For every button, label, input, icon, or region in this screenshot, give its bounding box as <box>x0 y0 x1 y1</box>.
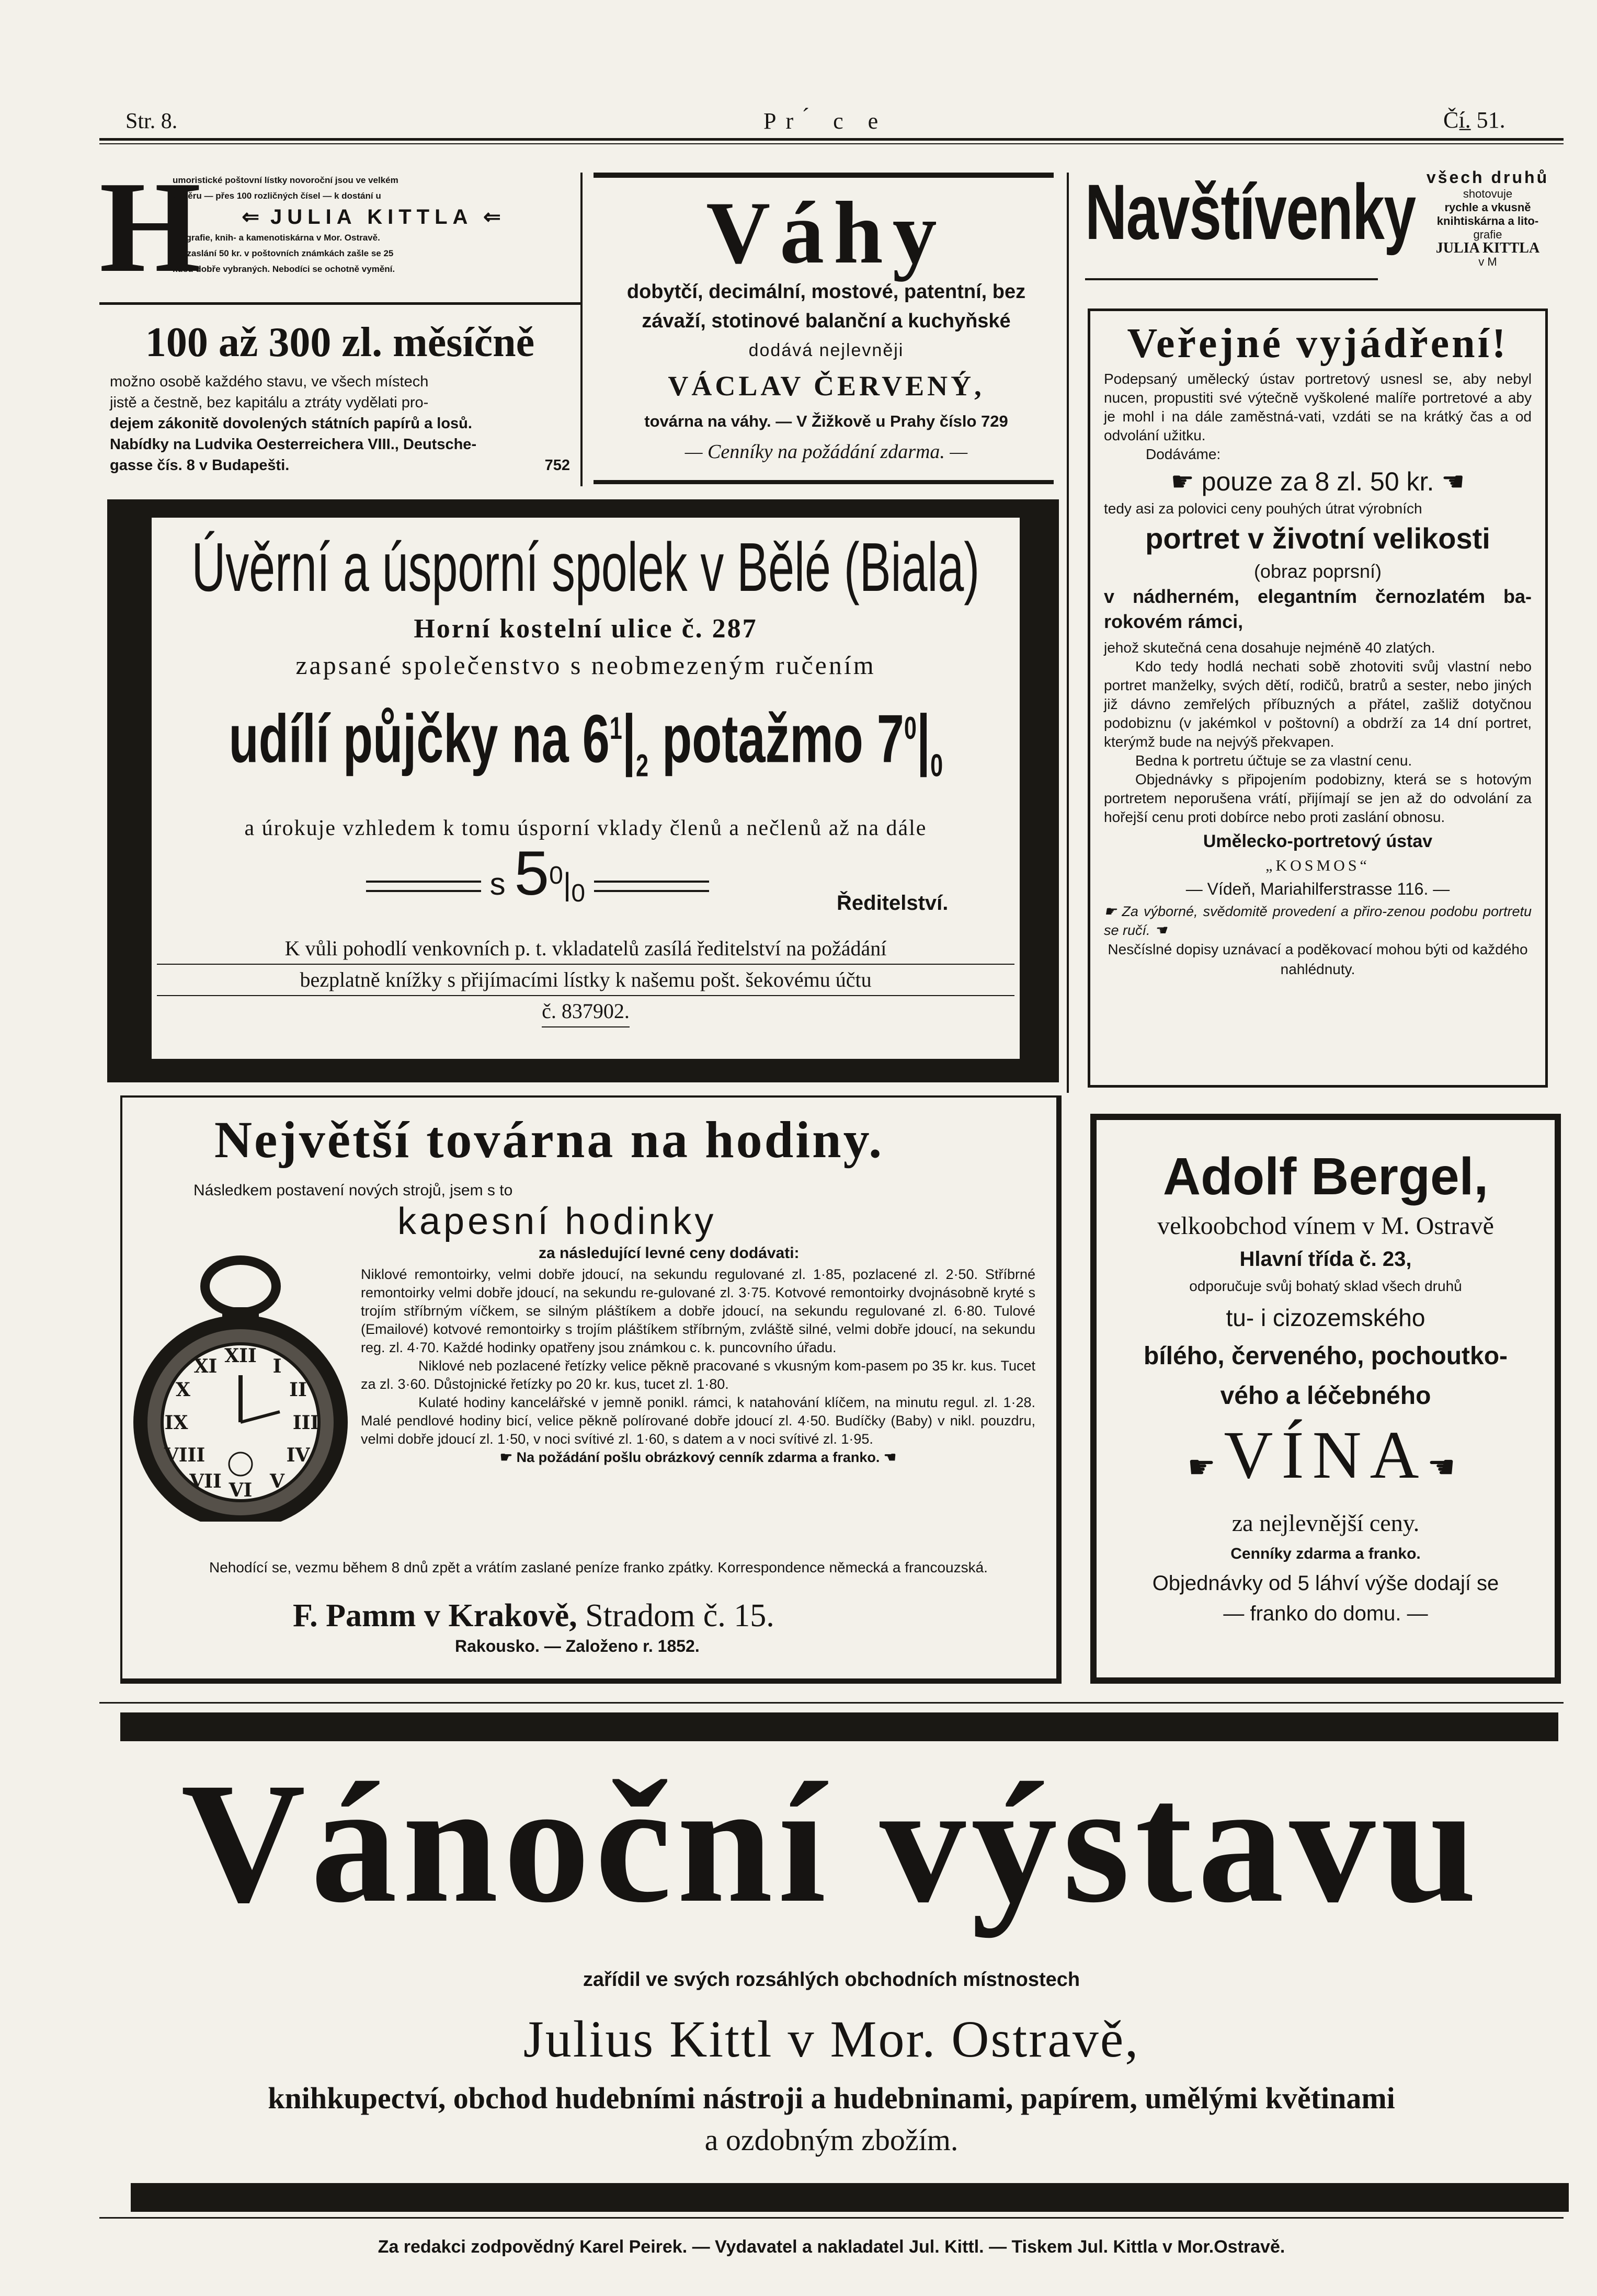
svg-text:VI: VI <box>229 1479 253 1501</box>
pointing-hand-icon: ☚ <box>1427 1450 1464 1484</box>
wine-line: Hlavní třída č. 23, <box>1239 1248 1412 1271</box>
wine-line: Objednávky od 5 láhví výše dodají se <box>1152 1572 1499 1595</box>
newspaper-title: Pr ́ c e <box>763 108 888 134</box>
income-line: gasse čís. 8 v Budapešti. <box>110 457 290 474</box>
income-line: Nabídky na Ludvika Oesterreichera VIII., Deutsche- <box>110 436 477 453</box>
svg-text:V: V <box>270 1470 284 1492</box>
wine-line: tu- i cizozemského <box>1226 1304 1425 1331</box>
bank-bottom: bezplatně knížky s přijímacími lístky k našemu pošt. šekovému účtu <box>157 965 1014 996</box>
cards-side: shotovuje <box>1463 187 1513 200</box>
issue-number: Čí̲. 51. <box>1443 107 1505 133</box>
watches-line: Následkem postavení nových strojů, jsem s to <box>193 1182 513 1199</box>
bank-type: zapsané společenstvo s neobmezeným ručením <box>295 650 876 680</box>
xmas-firm: Julius Kittl v Mor. Ostravě, <box>523 2010 1140 2068</box>
scales-company: VÁCLAV ČERVENÝ, <box>668 370 985 402</box>
xmas-line: a ozdobným zbožím. <box>704 2123 959 2157</box>
cards-headline: Navštívenky <box>1085 168 1416 256</box>
cards-side: knihtiskárna a lito- <box>1436 214 1539 227</box>
postcards-line: umoristické poštovní lístky novoroční jsou ve velkém <box>173 175 398 185</box>
pointing-hand-icon: ☚ <box>1441 467 1465 496</box>
pointing-hand-icon: ☛ <box>1104 904 1117 919</box>
visiting-cards-ad <box>1085 167 1566 277</box>
wine-line: bílého, červeného, pochoutko- <box>1143 1342 1508 1370</box>
portrait-frame: v nádherném, elegantním černozlatém ba-rokovém rámci, <box>1104 586 1532 632</box>
wine-name: Adolf Bergel, <box>1162 1147 1489 1206</box>
scales-line: závaží, stotinové balanční a kuchyňské <box>642 310 1011 332</box>
pointing-hand-icon: ☛ <box>499 1449 513 1465</box>
portrait-address: — Vídeň, Mariahilferstrasse 116. — <box>1185 879 1450 898</box>
svg-text:IX: IX <box>164 1412 188 1434</box>
portrait-text: Bedna k portretu účtuje se za vlastní cenu. <box>1135 752 1412 769</box>
page-number: Str. 8. <box>126 109 178 133</box>
postcards-line: kusů dobře vybraných. Nebodíci se ochotně vymění. <box>173 264 395 274</box>
portrait-text: jehož skutečná cena dosahuje nejméně 40 zlatých. <box>1104 639 1435 656</box>
bank-line: a úrokuje vzhledem k tomu úsporní vklady členů a nečlenů až na dále <box>244 816 927 841</box>
cards-side: grafie <box>1473 228 1502 241</box>
wine-line: velkoobchod vínem v M. Ostravě <box>1157 1212 1494 1240</box>
bank-street: Horní kostelní ulice č. 287 <box>414 614 758 644</box>
kittl-brand: ⇐ JULIA KITTLA ⇐ <box>242 205 501 229</box>
watches-text: Niklové remontoirky, velmi dobře jdoucí, na sekundu regulované zl. 1·85, pozlacené zl. 2·50. Stříbrné remontoirky velmi dobře jdoucí, na sekundu re-gulované zl. 3·75. Kotvové remontoirky dvojnásobně kryté s trojím stříbrným víčkem, se silným pláštíkem a dobře jdoucí, na sekundu regulované zl. 6·80. Tulové (Emailové) kotvové remontoirky s trojím pláštíkem stříbrným, zvláště silné, velmi dobře jdoucí, na sekundu reg. zl. 4·70. Každé hodinky opatřeny jsou známkou c. k. puncovního úřadu. <box>361 1266 1035 1355</box>
svg-text:I: I <box>272 1355 282 1377</box>
scales-line: dodává nejlevněji <box>748 340 904 360</box>
scales-line: dobytčí, decimální, mostové, patentní, bez <box>626 281 1026 303</box>
wine-line: — franko do domu. — <box>1223 1602 1428 1625</box>
postcards-line: litografie, knih- a kamenotiskárna v Mor. Ostravě. <box>173 233 380 243</box>
watches-text: Kulaté hodiny kancelářské v jemně ponikl. rámci, k natahování klíčem, na minutu regul. zl. 1·28. Malé pendlové hodiny bicí, velice pěkně polírované dobře jdoucí zl. 4·50. Budíčky (Baby) v nikl. pouzdru, velmi dobře jdoucí zl. 1·50, v noci svítivé zl. 1·60, s datem a v noci svítivé zl. 1·95. <box>361 1395 1035 1447</box>
bank-loans: udílí půjčky na $6^1|_2$ potažmo $7^0|_0$ <box>229 700 943 783</box>
portrait-ad <box>1088 309 1548 1088</box>
svg-text:VIII: VIII <box>164 1444 206 1466</box>
cards-side: všech druhů <box>1426 168 1549 187</box>
pointing-hand-icon: ☚ <box>883 1449 897 1465</box>
svg-text:IV: IV <box>286 1444 310 1466</box>
wine-line: za nejlevnější ceny. <box>1231 1510 1420 1536</box>
portrait-inst: Umělecko-portretový ústav <box>1203 831 1433 851</box>
portrait-note: ☛ Za výborné, svědomitě provedení a přiro-zenou podobu portretu se ručí. ☚ <box>1104 904 1532 938</box>
portrait-sub: (obraz poprsní) <box>1253 561 1382 582</box>
kittl-postcards-ad <box>99 155 570 300</box>
svg-text:XI: XI <box>193 1355 218 1377</box>
scales-catalog: — Cenníky na požádání zdarma. — <box>685 441 968 463</box>
watches-big: kapesní hodinky <box>397 1201 717 1242</box>
watches-catalog: ☛ Na požádání pošlu obrázkový cenník zdarma a franko. ☚ <box>499 1449 897 1465</box>
svg-text:VII: VII <box>189 1470 222 1492</box>
bank-account: č. 837902. <box>542 996 630 1027</box>
ad-number: 752 <box>544 457 570 474</box>
portrait-text: tedy asi za polovici ceny pouhých útrat výrobních <box>1104 500 1422 517</box>
income-line: jistě a čestně, bez kapitálu a ztráty vydělati pro- <box>110 394 429 411</box>
xmas-headline: Vánoční výstavu <box>181 1747 1482 1938</box>
watches-firm: F. Pamm v Krakově, Stradom č. 15. <box>293 1598 774 1634</box>
portrait-text: Nesčíslné dopisy uznávací a poděkovací mohou býti od každého nahlédnuty. <box>1108 941 1528 977</box>
portrait-text: Podepsaný umělecký ústav portretový usnesl se, aby nebyl nucen, propustiti své výtečně vyškolené malíře portretové a aby je mohl i na dále zaměstná-vati, vzdáti se na krátký čas a od odvolání užitku. <box>1104 371 1532 443</box>
watches-return: Nehodící se, vezmu během 8 dnů zpět a vrátím zaslané peníze franko zpátky. Korrespondence německá a francouzská. <box>209 1559 988 1575</box>
svg-text:III: III <box>292 1412 320 1434</box>
wine-line: vého a léčebného <box>1220 1382 1431 1410</box>
imprint-footer: Za redakci zodpovědný Karel Peirek. — Vydavatel a nakladatel Jul. Kittl. — Tiskem Jul. Kittla v Mor.Ostravě. <box>378 2237 1285 2257</box>
income-headline: 100 až 300 zl. měsíčně <box>145 319 535 365</box>
scales-line: továrna na váhy. — V Žižkově u Prahy číslo 729 <box>644 412 1008 430</box>
wine-big: ☛VÍNA☚ <box>1187 1418 1464 1493</box>
bank-bottom: K vůli pohodlí venkovních p. t. vkladatelů zasílá ředitelství na požádání <box>157 933 1014 965</box>
postcards-line: výběru — přes 100 rozličných čísel — k dostání u <box>173 191 381 201</box>
income-line: dejem zákonitě dovolených státních papírů a losů. <box>110 415 472 432</box>
postcards-line: Při zaslání 50 kr. v poštovních známkách zašle se 25 <box>173 248 394 258</box>
wine-line: Cenníky zdarma a franko. <box>1230 1545 1421 1562</box>
drop-initial: H <box>99 155 201 300</box>
income-ad <box>110 314 570 476</box>
scales-ad <box>594 184 1059 467</box>
cards-side: v M <box>1478 255 1497 268</box>
pocket-watch-icon <box>128 1255 353 1522</box>
portrait-kosmos: „KOSMOS“ <box>1265 857 1370 874</box>
income-line: možno osobě každého stavu, ve všech místech <box>110 373 429 390</box>
cards-side: JULIA KITTLA <box>1435 240 1540 256</box>
pointing-hand-icon: ☛ <box>1170 467 1194 496</box>
portrait-big: portret v životní velikosti <box>1145 522 1490 555</box>
portrait-text: Dodáváme: <box>1146 446 1221 462</box>
xmas-line: zařídil ve svých rozsáhlých obchodních místnostech <box>583 1969 1080 1991</box>
xmas-line: knihkupectví, obchod hudebními nástroji a hudebninami, papírem, umělými květinami <box>268 2081 1395 2115</box>
bank-headline: Úvěrní a úsporní spolek v Bělé (Biala) <box>191 529 980 606</box>
portrait-text: Kdo tedy hodlá nechati sobě zhotoviti svůj vlastní nebo portret manželky, svých dětí, rodičů, bratrů a sester, nebo jiných již dávno zemřelých příbuzných a přátel, zašliž dotyčnou podobiznu (v jakémkol v poštovní) a obdrží za 14 dní portret, kterýmž bude na nejvýš překvapen. <box>1104 658 1532 750</box>
cards-side: rychle a vkusně <box>1444 201 1531 214</box>
portrait-headline: Veřejné vyjádření! <box>1127 321 1509 367</box>
watches-text: Niklové neb pozlacené řetízky velice pěkně pracované s vkusným kom-pasem po 35 kr. kus. Tucet za zl. 3·60. Důstojnické řetízky po 20 kr. kus, tucet zl. 1·80. <box>361 1358 1035 1392</box>
xmas-top-bar <box>120 1712 1558 1741</box>
scales-headline: Váhy <box>706 184 946 282</box>
bank-sign: Ředitelství. <box>837 892 949 915</box>
watches-headline: Největší továrna na hodiny. <box>214 1111 884 1169</box>
pointing-hand-icon: ☛ <box>1187 1450 1224 1484</box>
svg-text:X: X <box>176 1379 190 1401</box>
watches-established: Rakousko. — Založeno r. 1852. <box>455 1637 700 1655</box>
portrait-price: ☛ pouze za 8 zl. 50 kr. ☚ <box>1170 467 1465 496</box>
watches-line: za následující levné ceny dodávati: <box>539 1244 800 1262</box>
wine-line: odporučuje svůj bohatý sklad všech druhů <box>1189 1278 1462 1294</box>
bank-rate: s $5^0|_0$ <box>366 842 816 925</box>
svg-text:XII: XII <box>224 1345 257 1367</box>
pointing-hand-icon: ☚ <box>1154 922 1167 938</box>
portrait-text: Objednávky s připojením podobizny, která se s hotovým portretem neporušena vrátí, přijímají se jen až do odvolání za hořejší cenu proti dobírce nebo proti zaslání obnosu. <box>1104 771 1532 825</box>
xmas-bottom-bar <box>131 2183 1569 2212</box>
header-rule <box>99 138 1564 141</box>
svg-text:II: II <box>289 1379 307 1401</box>
